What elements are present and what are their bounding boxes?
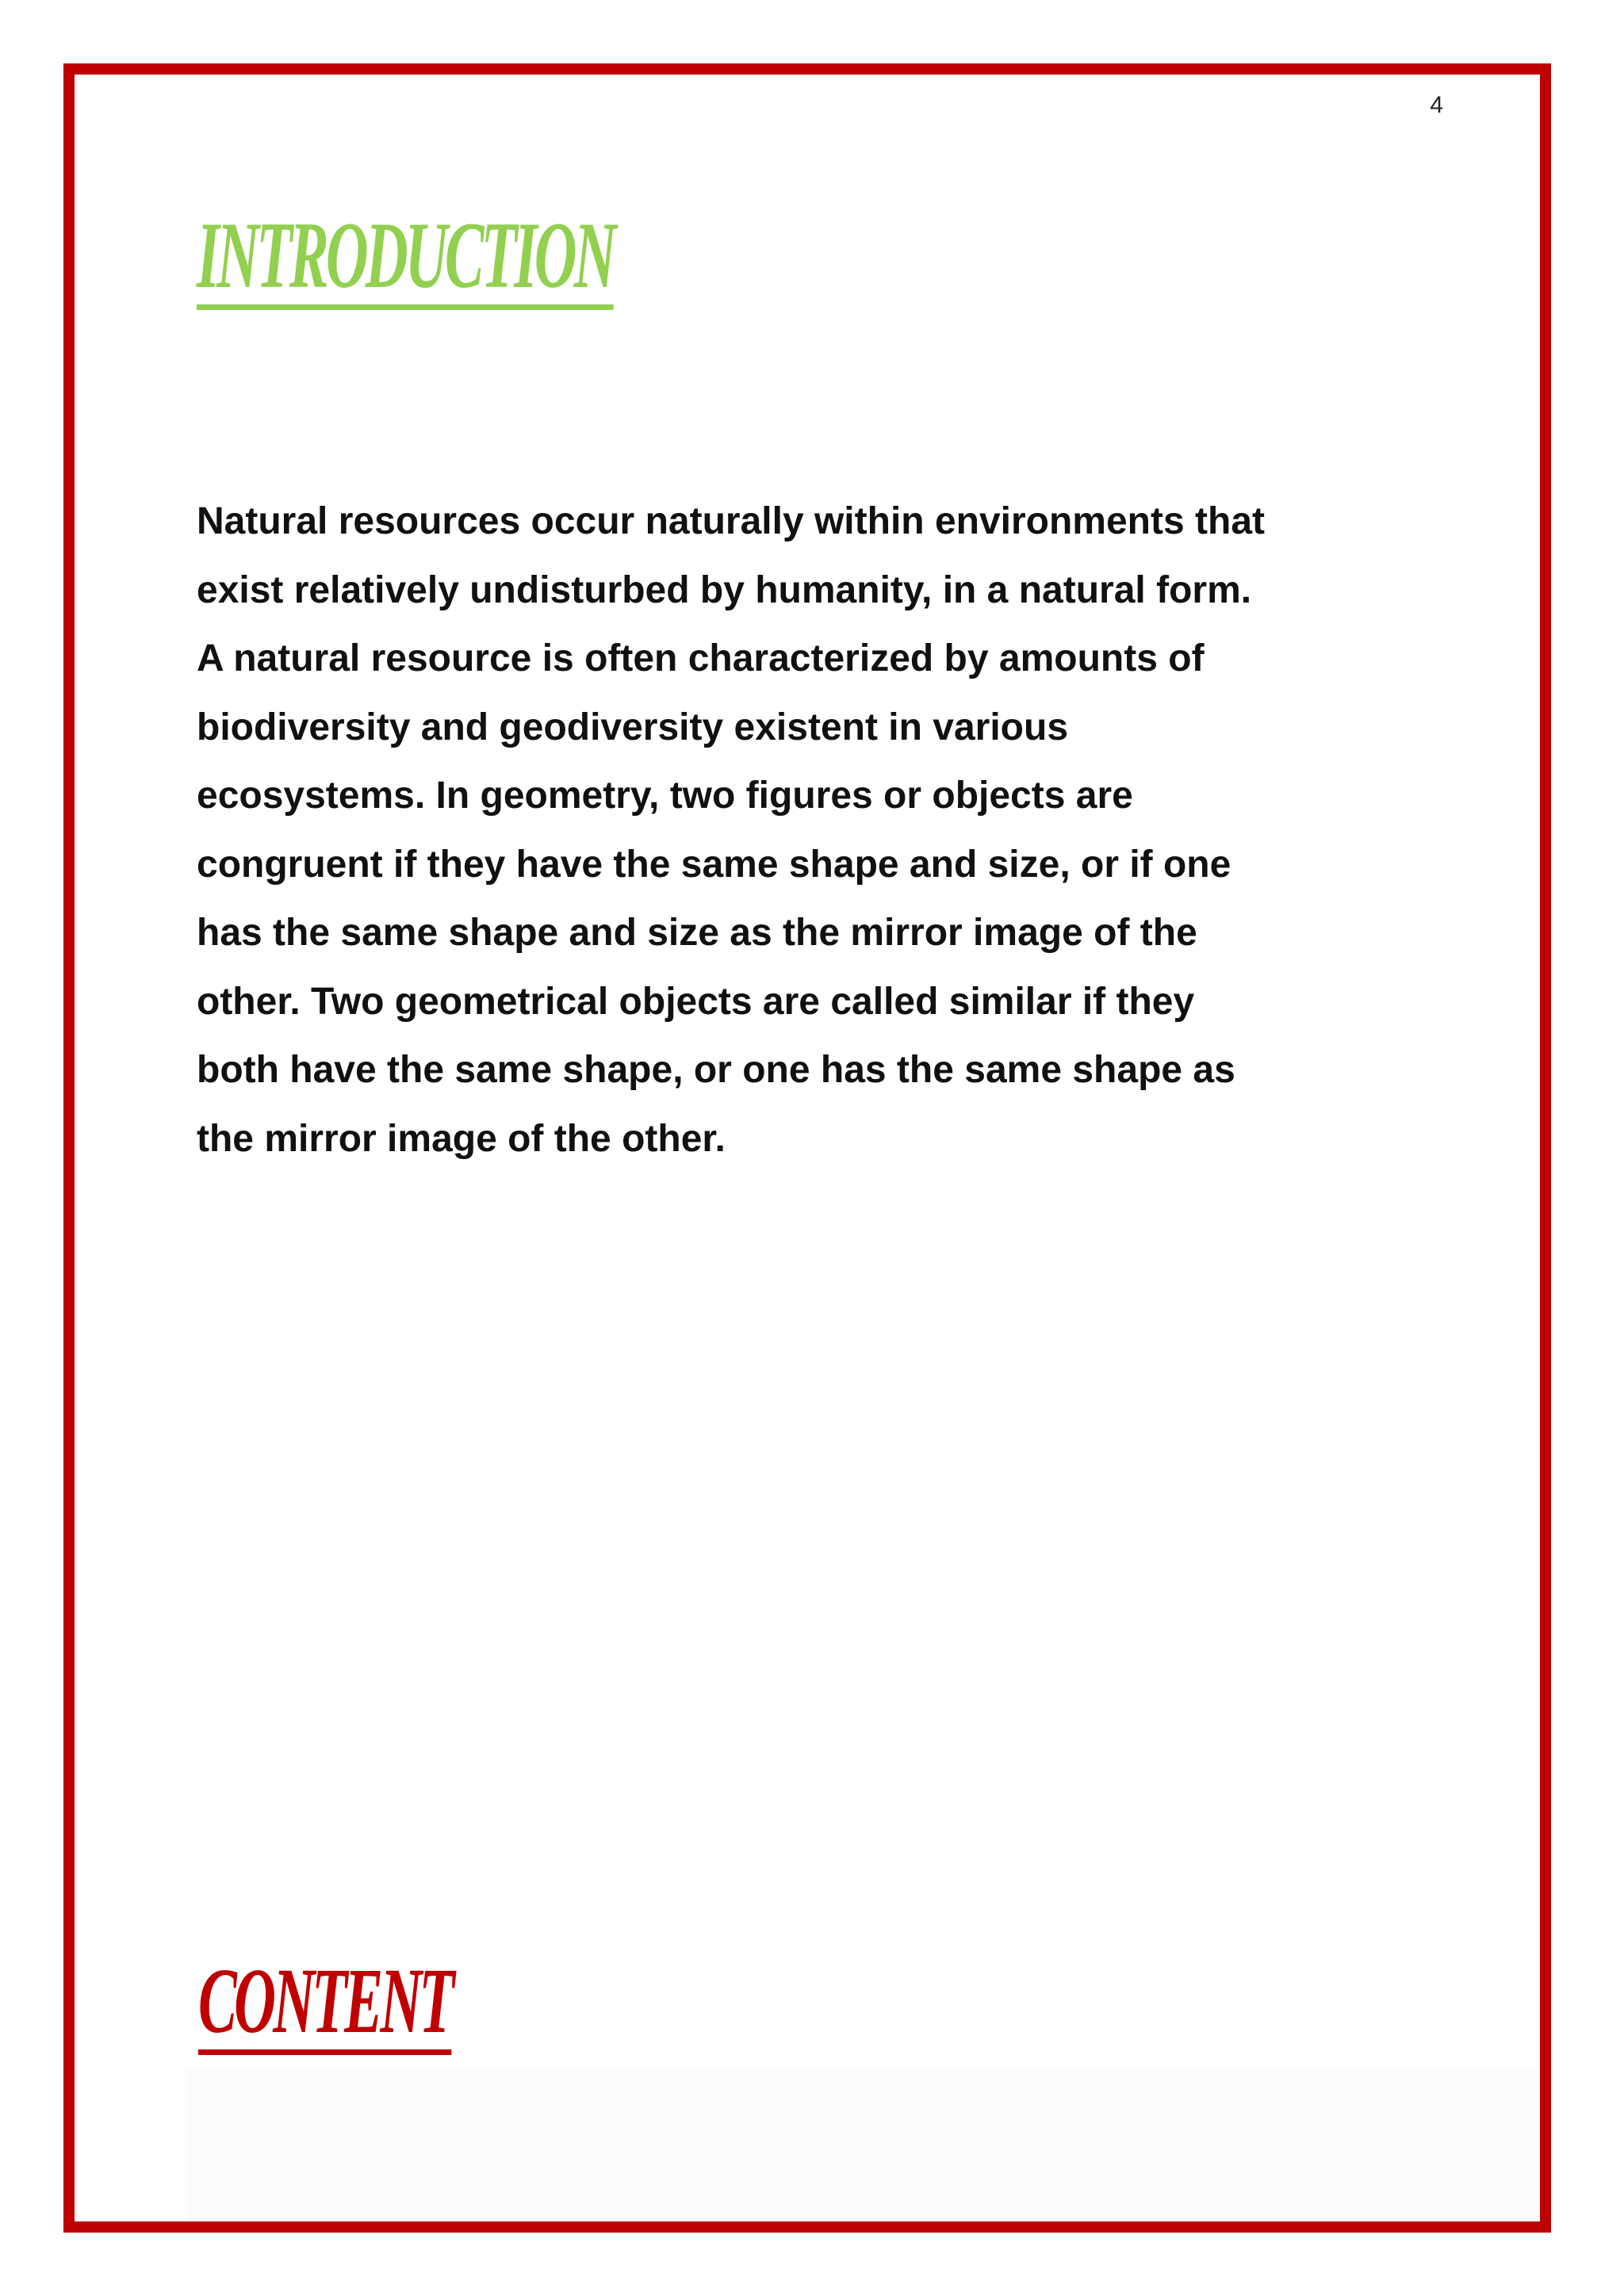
paragraph-line: other. Two geometrical objects are called similar if they: [197, 980, 1195, 1023]
introduction-paragraph: [197, 488, 1434, 1173]
paragraph-line: both have the same shape, or one has the same shape as: [197, 1049, 1235, 1091]
page-number: 4: [1430, 92, 1443, 118]
paragraph-line: exist relatively undisturbed by humanity, in a natural form.: [197, 568, 1252, 611]
introduction-heading: INTRODUCTION: [197, 208, 614, 310]
paragraph-line: ecosystems. In geometry, two figures or objects are: [197, 775, 1133, 817]
paragraph-line: has the same shape and size as the mirror image of the: [197, 912, 1197, 954]
bottom-shade: [187, 2069, 1535, 2220]
paragraph-line: A natural resource is often characterized by amounts of: [197, 637, 1205, 679]
content-heading: CONTENT: [198, 1954, 451, 2055]
paragraph-line: congruent if they have the same shape and size, or if one: [197, 843, 1231, 886]
paragraph-line: Natural resources occur naturally within environments that: [197, 500, 1265, 542]
paragraph-line: the mirror image of the other.: [197, 1117, 726, 1160]
paragraph-line: biodiversity and geodiversity existent in various: [197, 706, 1069, 748]
